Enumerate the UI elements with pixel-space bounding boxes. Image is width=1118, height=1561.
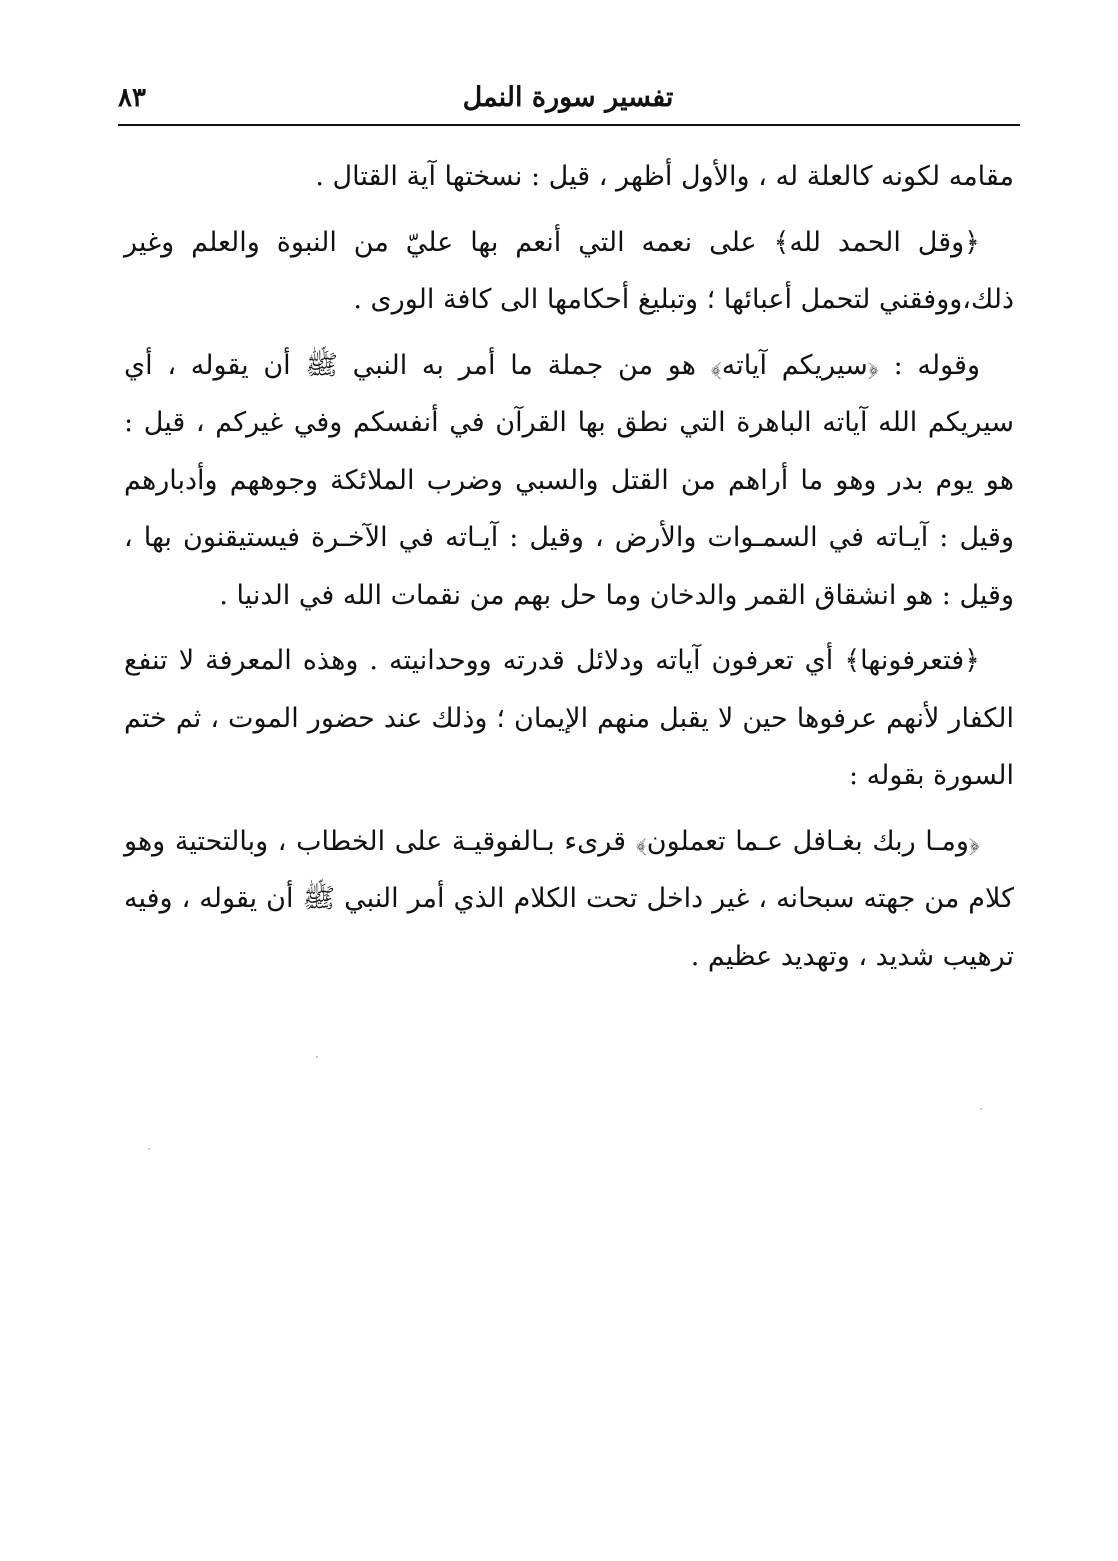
running-title: تفسير سورة النمل bbox=[462, 82, 674, 113]
paragraph-4: ﴿فتعرفونها﴾ أي تعرفون آياته ودلائل قدرته ووحدانيته . وهذه المعرفة لا تنفع الكفار لأنهم عرفوها حين لا يقبل منهم الإيمان ؛ وذلك عند حضور الموت ، ثم ختم السورة بقوله : bbox=[124, 645, 1014, 791]
paragraph-5: ﴿ومـا ربك بغـافل عـما تعملون﴾ قرىء بـالفوقيـة على الخطاب ، وبالتحتية وهو كلام من جهته سبحانه ، غير داخل تحت الكلام الذي أمر النبي ﷺ أن يقوله ، وفيه ترهيب شديد ، وتهديد عظيم . bbox=[124, 825, 1014, 972]
scan-speck bbox=[316, 1056, 318, 1058]
body-text bbox=[124, 148, 1014, 993]
scan-speck bbox=[148, 1148, 150, 1150]
paragraph-2: ﴿وقل الحمد لله﴾ على نعمه التي أنعم بها عليّ من النبوة والعلم وغير ذلك،ووفقني لتحمل أعبائها ؛ وتبليغ أحكامها الى كافة الورى . bbox=[124, 226, 1014, 315]
paragraph-1: مقامه لكونه كالعلة له ، والأول أظهر ، قيل : نسختها آية القتال . bbox=[315, 161, 1014, 192]
scan-speck bbox=[980, 1108, 982, 1110]
page-number: ٨٣ bbox=[118, 83, 146, 113]
page-header bbox=[118, 78, 1018, 124]
paragraph-3: وقوله : ﴿سيريكم آياته﴾ هو من جملة ما أمر به النبي ﷺ أن يقوله ، أي سيريكم الله آياته الباهرة التي نطق بها القرآن في أنفسكم وفي غيركم ، قيل : هو يوم بدر وهو ما أراهم من القتل والسبي وضرب الملائكة وجوههم وأدبارهم وقيل : آيـاته في السمـوات والأرض ، وقيل : آيـاته في الآخـرة فيستيقنون بها ، وقيل : هو انشقاق القمر والدخان وما حل بهم من نقمات الله في الدنيا . bbox=[124, 349, 1014, 611]
header-rule bbox=[118, 124, 1020, 126]
